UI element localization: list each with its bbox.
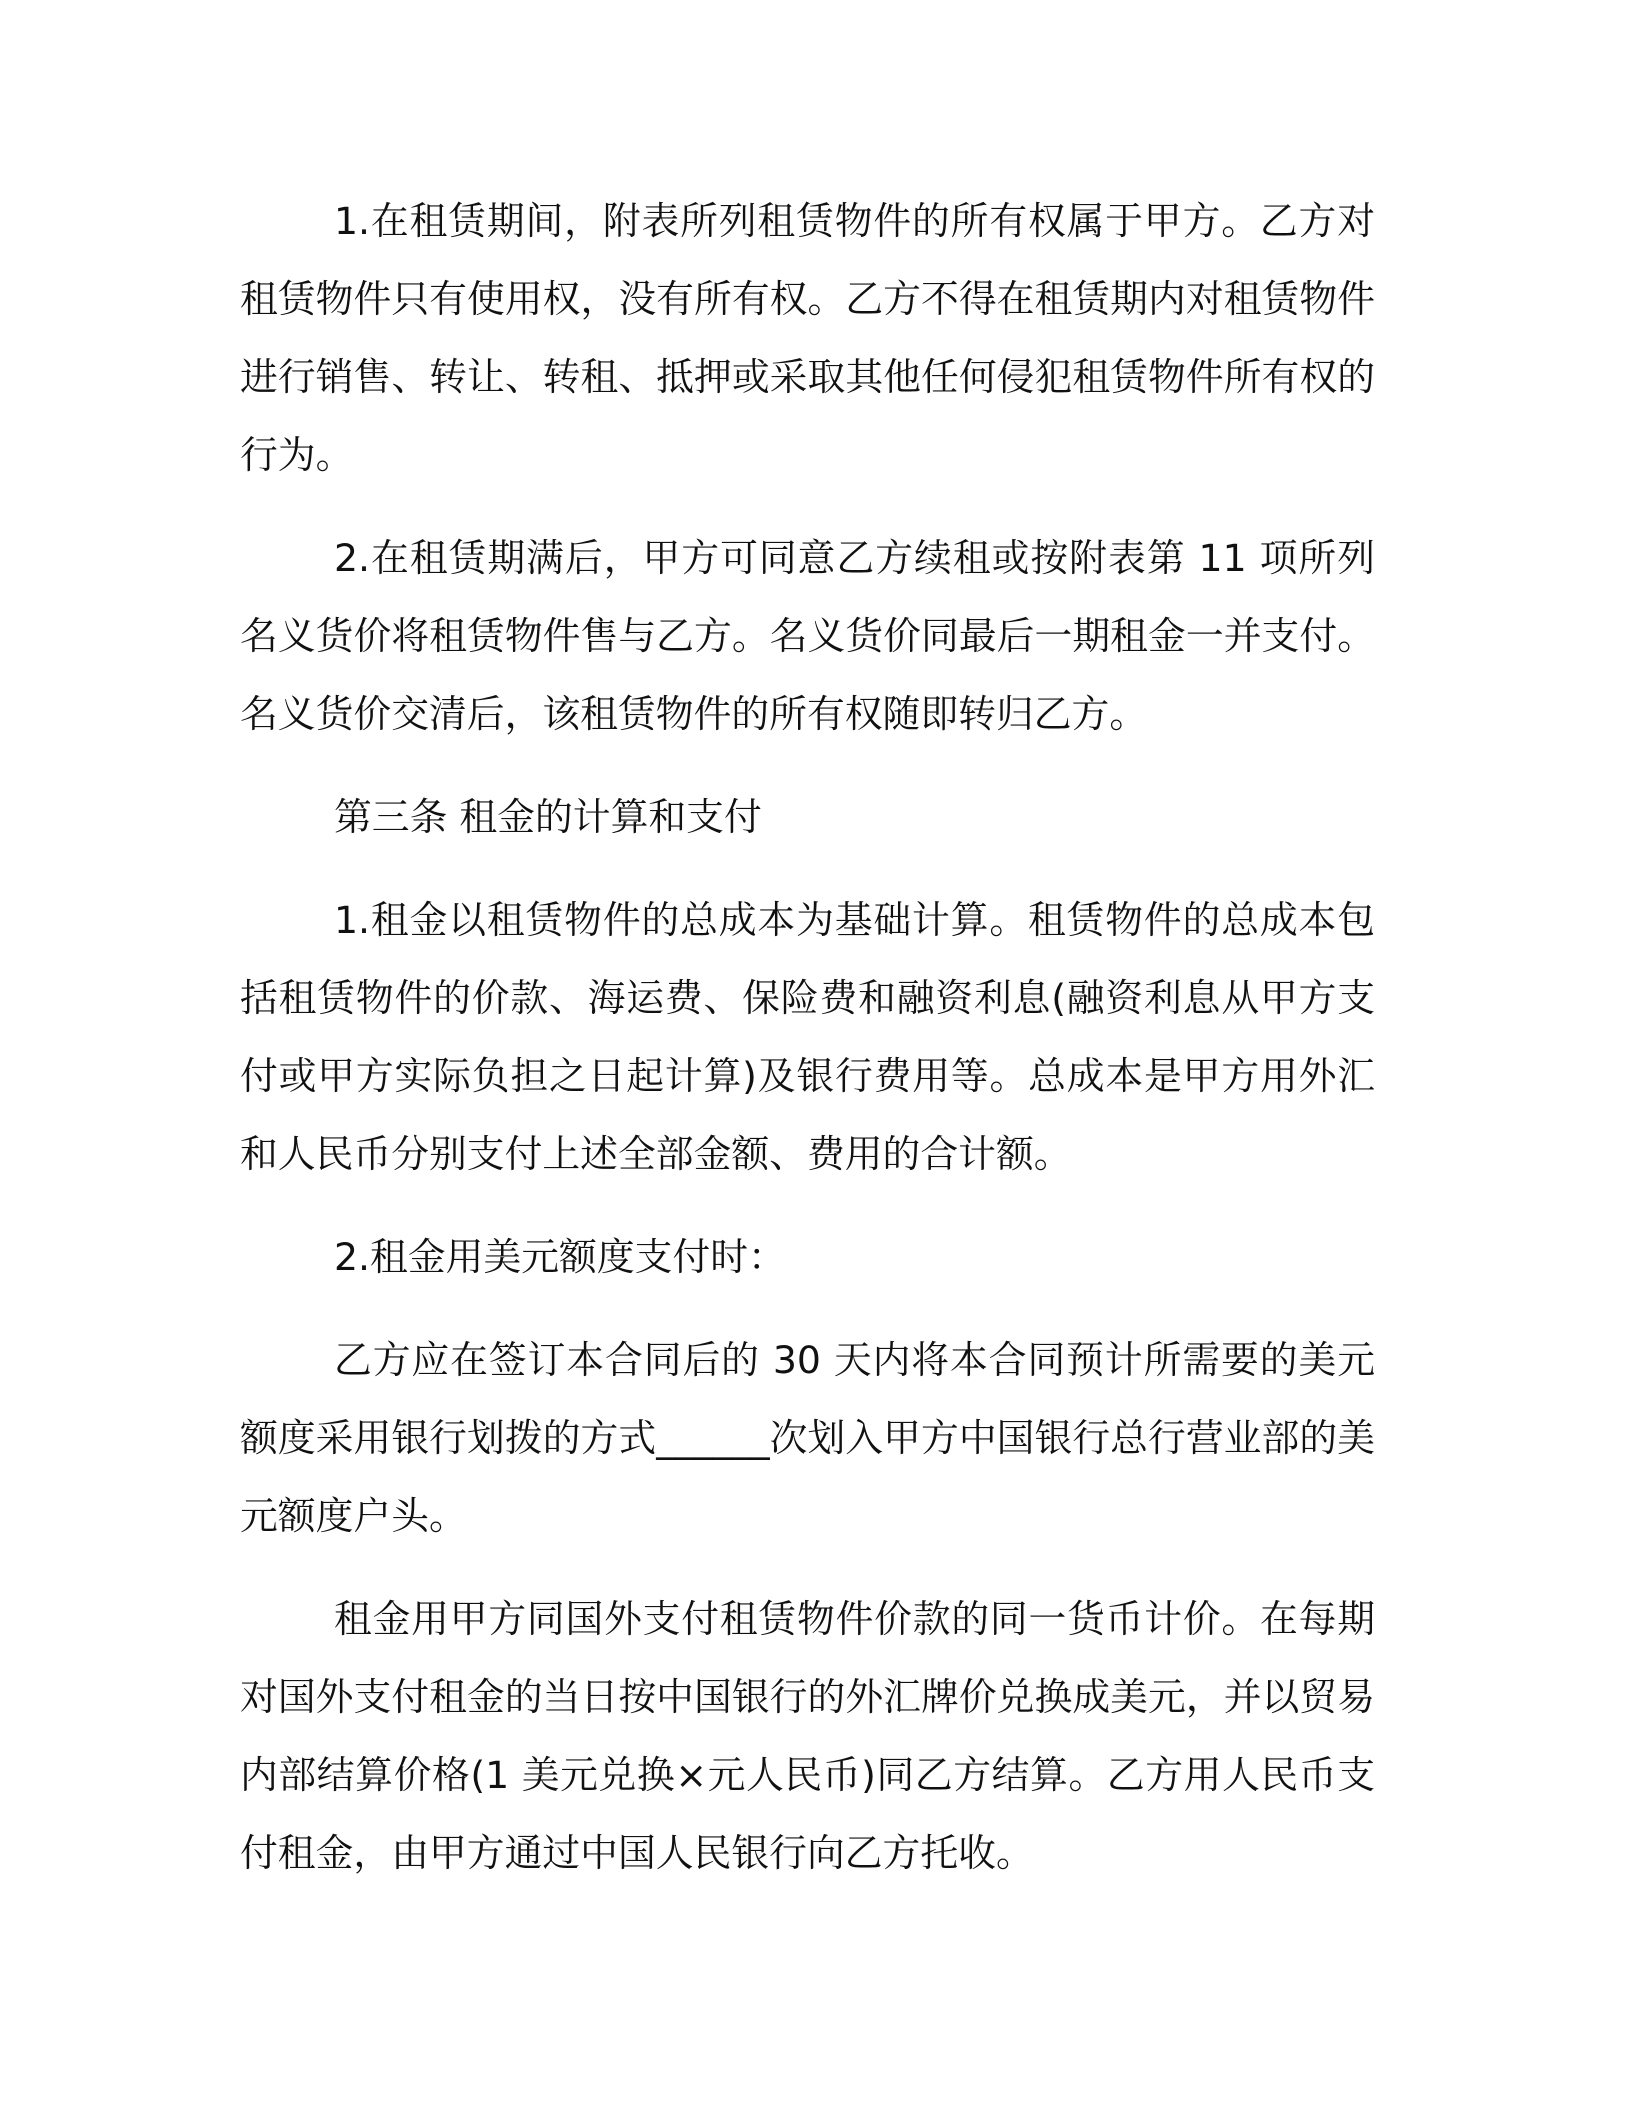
document-body (240, 182, 1375, 1917)
paragraph-renewal: 2.在租赁期满后，甲方可同意乙方续租或按附表第 11 项所列名义货价将租赁物件售与乙方。名义货价同最后一期租金一并支付。名义货价交清后，该租赁物件的所有权随即转归乙方。 (240, 536, 1375, 736)
paragraph-currency-settlement: 租金用甲方同国外支付租赁物件价款的同一货币计价。在每期对国外支付租金的当日按中国银行的外汇牌价兑换成美元，并以贸易内部结算价格(1 美元兑换×元人民币)同乙方结算。乙方用人民币支付租金，由甲方通过中国人民银行向乙方托收。 (240, 1597, 1375, 1875)
paragraph-rent-calculation: 1.租金以租赁物件的总成本为基础计算。租赁物件的总成本包括租赁物件的价款、海运费、保险费和融资利息(融资利息从甲方支付或甲方实际负担之日起计算)及银行费用等。总成本是甲方用外汇和人民币分别支付上述全部金额、费用的合计额。 (240, 898, 1375, 1176)
paragraph-usd-payment: 2.租金用美元额度支付时： (334, 1235, 786, 1279)
paragraph-ownership: 1.在租赁期间，附表所列租赁物件的所有权属于甲方。乙方对租赁物件只有使用权，没有所有权。乙方不得在租赁期内对租赁物件进行销售、转让、转租、抵押或采取其他任何侵犯租赁物件所有权的行为。 (240, 199, 1375, 477)
paragraph-usd-transfer: 乙方应在签订本合同后的 30 天内将本合同预计所需要的美元额度采用银行划拨的方式______次划入甲方中国银行总行营业部的美元额度户头。 (240, 1338, 1375, 1538)
section-heading-article-3: 第三条 租金的计算和支付 (334, 795, 762, 839)
